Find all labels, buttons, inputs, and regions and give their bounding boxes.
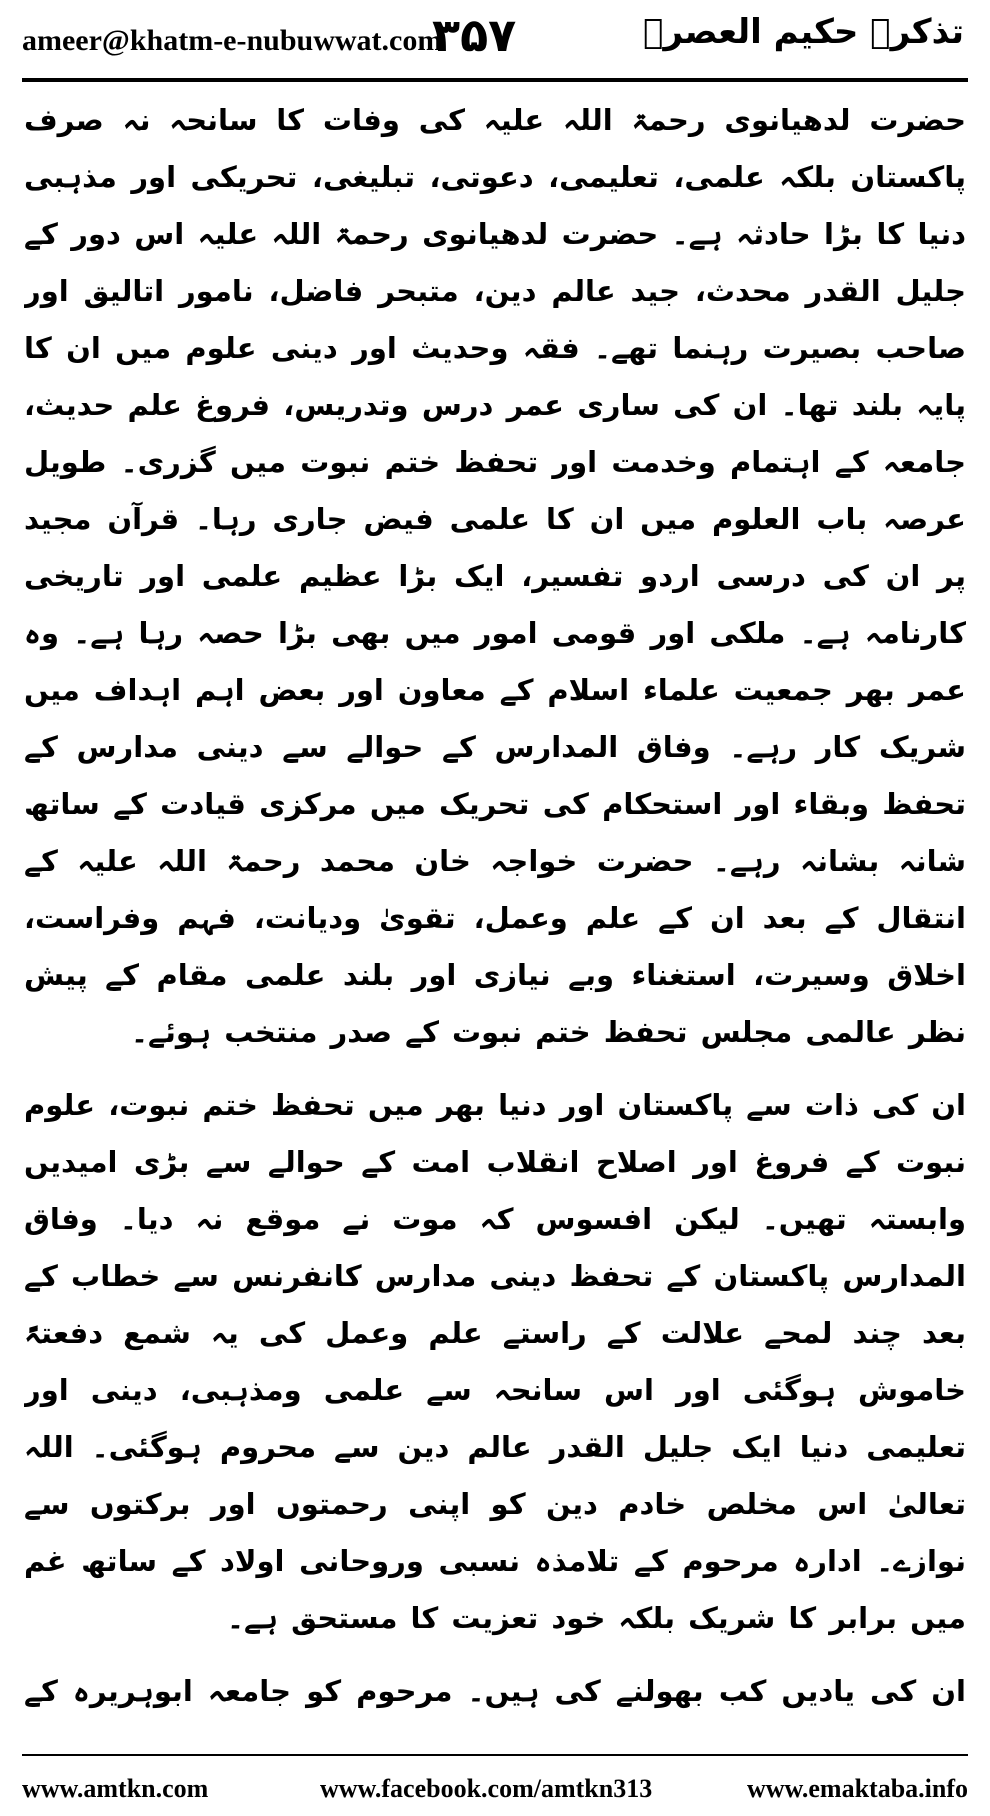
- page-header: [22, 0, 968, 82]
- page-number: ۳۵۷: [432, 8, 517, 62]
- footer-link-amtkn[interactable]: www.amtkn.com: [22, 1774, 209, 1803]
- page-body: [24, 92, 966, 1722]
- page-footer: [22, 1754, 968, 1816]
- header-email: ameer@khatm-e-nubuwwat.com: [22, 24, 443, 57]
- paragraph-1: حضرت لدھیانوی رحمۃ اللہ علیہ کی وفات کا سانحہ نہ صرف پاکستان بلکہ علمی، تعلیمی، دعوتی، تبلیغی، تحریکی اور مذہبی دنیا کا بڑا حادثہ ہے۔ حضرت لدھیانوی رحمۃ اللہ علیہ اس دور کے جلیل القدر محدث، جید عالم دین، متبحر فاضل، نامور اتالیق اور صاحب بصیرت رہنما تھے۔ فقہ وحدیث اور دینی علوم میں ان کا پایہ بلند تھا۔ ان کی ساری عمر درس وتدریس، فروغ علم حدیث، جامعہ کے اہتمام وخدمت اور تحفظ ختم نبوت میں گزری۔ طویل عرصہ باب العلوم میں ان کا علمی فیض جاری رہا۔ قرآن مجید پر ان کی درسی اردو تفسیر، ایک بڑا عظیم علمی اور تاریخی کارنامہ ہے۔ ملکی اور قومی امور میں بھی بڑا حصہ رہا ہے۔ وہ عمر بھر جمعیت علماء اسلام کے معاون اور بعض اہم اہداف میں شریک کار رہے۔ وفاق المدارس کے حوالے سے دینی مدارس کے تحفظ وبقاء اور استحکام کی تحریک میں مرکزی قیادت کے ساتھ شانہ بشانہ رہے۔ حضرت خواجہ خان محمد رحمۃ اللہ علیہ کے انتقال کے بعد ان کے علم وعمل، تقویٰ ودیانت، فہم وفراست، اخلاق وسیرت، استغناء وبے نیازی اور بلند علمی مقام کے پیش نظر عالمی مجلس تحفظ ختم نبوت کے صدر منتخب ہوئے۔: [24, 103, 966, 1049]
- footer-link-emaktaba[interactable]: www.emaktaba.info: [746, 1774, 968, 1803]
- footer-link-facebook[interactable]: www.facebook.com/amtkn313: [320, 1774, 653, 1803]
- book-title: تذکرہ حکیم العصرؒ: [643, 12, 964, 52]
- paragraph-3: ان کی یادیں کب بھولنے کی ہیں۔ مرحوم کو جامعہ ابوہریرہ کے: [24, 1674, 966, 1708]
- paragraph-2: ان کی ذات سے پاکستان اور دنیا بھر میں تحفظ ختم نبوت، علوم نبوت کے فروغ اور اصلاح انقلاب امت کے حوالے سے بڑی امیدیں وابستہ تھیں۔ لیکن افسوس کہ موت نے موقع نہ دیا۔ وفاق المدارس پاکستان کے تحفظ دینی مدارس کانفرنس سے خطاب کے بعد چند لمحے علالت کے راستے علم وعمل کی یہ شمع دفعتہً خاموش ہوگئی اور اس سانحہ سے علمی ومذہبی، دینی اور تعلیمی دنیا ایک جلیل القدر عالم دین سے محروم ہوگئی۔ اللہ تعالیٰ اس مخلص خادم دین کو اپنی رحمتوں اور برکتوں سے نوازے۔ ادارہ مرحوم کے تلامذہ نسبی وروحانی اولاد کے ساتھ غم میں برابر کا شریک بلکہ خود تعزیت کا مستحق ہے۔: [24, 1088, 966, 1635]
